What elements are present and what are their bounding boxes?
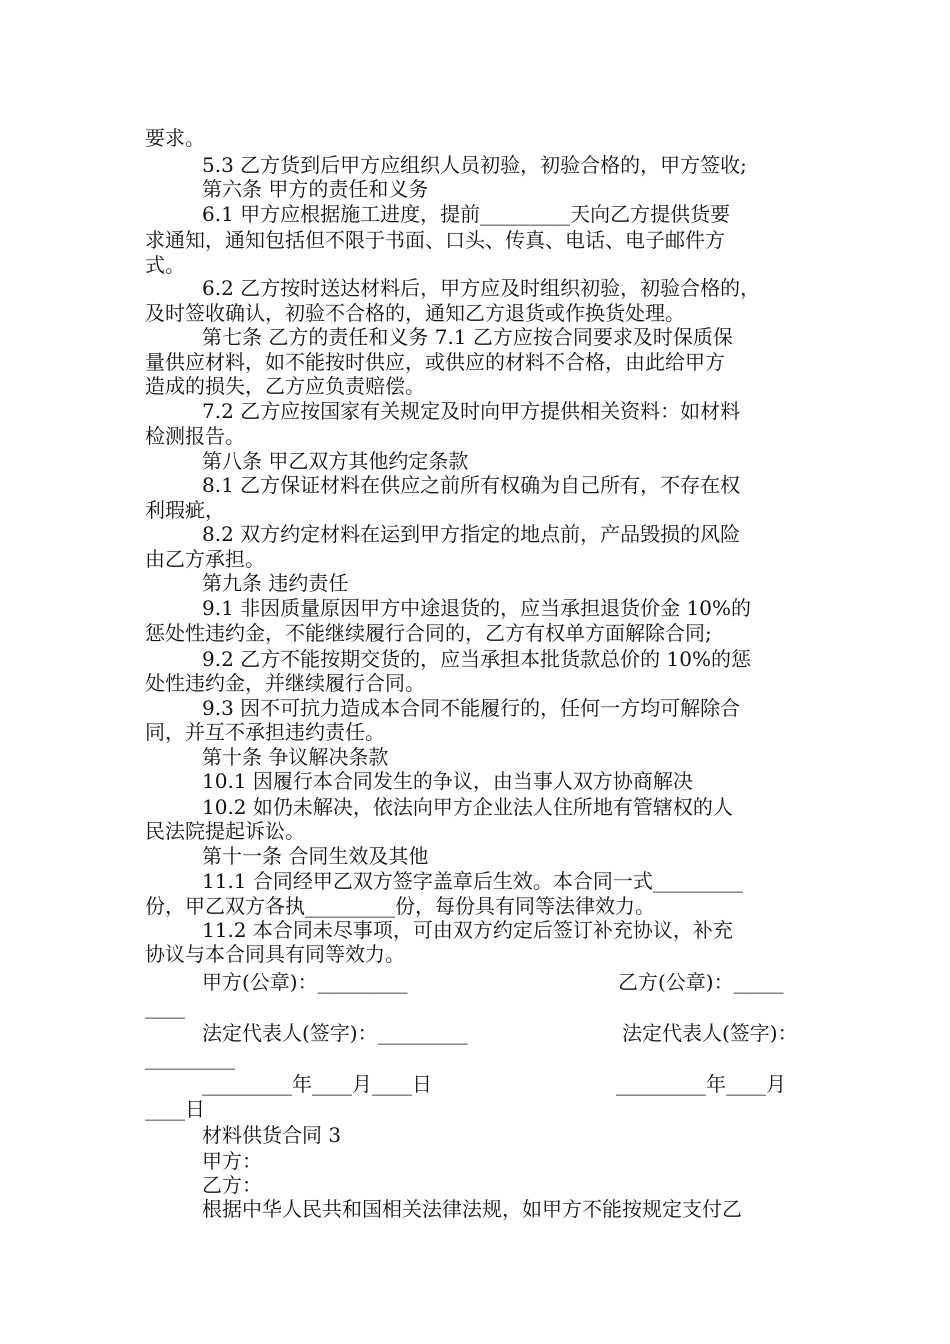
text-line: 利瑕疵，	[145, 498, 225, 522]
party-b-seal: 乙方(公章)：_____	[618, 970, 784, 994]
text-line: 7.2 乙方应按国家有关规定及时向甲方提供相关资料：如材料	[202, 399, 741, 423]
text-line: 民法院提起诉讼。	[145, 819, 305, 843]
text-line: 惩处性违约金，不能继续履行合同的，乙方有权单方面解除合同;	[145, 621, 712, 645]
text-line: 造成的损失，乙方应负责赔偿。	[145, 374, 425, 398]
text-line: 量供应材料，如不能按时供应，或供应的材料不合格，由此给甲方	[145, 350, 725, 374]
representative-line	[0, 1019, 950, 1047]
text-line: 第七条 乙方的责任和义务 7.1 乙方应按合同要求及时保质保	[202, 325, 733, 349]
party-a-label: 甲方：	[202, 1149, 262, 1173]
text-line: 检测报告。	[145, 424, 245, 448]
text-line: 求通知，通知包括但不限于书面、口头、传真、电话、电子邮件方	[145, 228, 725, 252]
text-line: 份，甲乙双方各执_________份，每份具有同等法律效力。	[145, 894, 655, 918]
representative-line: _________	[145, 1046, 235, 1070]
text-line: 同，并互不承担违约责任。	[145, 720, 385, 744]
party-b-label: 乙方：	[202, 1173, 262, 1197]
party-a-representative: 法定代表人(签字)：_________	[202, 1021, 468, 1045]
text-line: 协议与本合同具有同等效力。	[145, 942, 405, 966]
date-line	[0, 1070, 950, 1098]
date-line: ____日	[145, 1097, 205, 1121]
text-line: 5.3 乙方货到后甲方应组织人员初验，初验合格的，甲方签收;	[202, 153, 747, 177]
text-line: 11.1 合同经甲乙双方签字盖章后生效。本合同一式_________	[202, 869, 743, 893]
party-a-seal: 甲方(公章)：_________	[202, 970, 408, 994]
contract-title: 材料供货合同 3	[202, 1123, 342, 1147]
section-heading: 第九条 违约责任	[202, 571, 349, 595]
text-line: 6.2 乙方按时送达材料后，甲方应及时组织初验，初验合格的，	[202, 276, 761, 300]
text-line: 10.2 如仍未解决，依法向甲方企业法人住所地有管辖权的人	[202, 795, 733, 819]
section-heading: 第六条 甲方的责任和义务	[202, 177, 429, 201]
text-line: 8.2 双方约定材料在运到甲方指定的地点前，产品毁损的风险	[202, 522, 741, 546]
text-line: 11.2 本合同未尽事项，可由双方约定后签订补充协议，补充	[202, 918, 733, 942]
section-heading: 第八条 甲乙双方其他约定条款	[202, 449, 469, 473]
section-heading: 第十条 争议解决条款	[202, 745, 389, 769]
text-line: 由乙方承担。	[145, 547, 265, 571]
text-line: 8.1 乙方保证材料在供应之前所有权确为自己所有，不存在权	[202, 473, 741, 497]
section-heading: 第十一条 合同生效及其他	[202, 844, 429, 868]
text-line: 6.1 甲方应根据施工进度，提前_________天向乙方提供货要	[202, 202, 731, 226]
text-line: 根据中华人民共和国相关法律法规，如甲方不能按规定支付乙	[202, 1197, 742, 1221]
party-a-date: _________年____月____日	[202, 1072, 432, 1096]
signature-line	[0, 968, 950, 996]
text-line: 9.2 乙方不能按期交货的，应当承担本批货款总价的 10%的惩	[202, 647, 751, 671]
text-line: 式。	[145, 253, 185, 277]
text-line: 10.1 因履行本合同发生的争议，由当事人双方协商解决	[202, 769, 693, 793]
text-line: 处性违约金，并继续履行合同。	[145, 671, 425, 695]
text-line: 9.1 非因质量原因甲方中途退货的，应当承担退货价金 10%的	[202, 596, 751, 620]
text-line: 要求。	[145, 126, 205, 150]
text-line: 9.3 因不可抗力造成本合同不能履行的，任何一方均可解除合	[202, 696, 741, 720]
party-b-date: _________年____月	[616, 1072, 786, 1096]
text-line: 及时签收确认，初验不合格的，通知乙方退货或作换货处理。	[145, 301, 685, 325]
party-b-representative: 法定代表人(签字)：	[622, 1021, 798, 1045]
signature-line: ____	[145, 995, 185, 1019]
